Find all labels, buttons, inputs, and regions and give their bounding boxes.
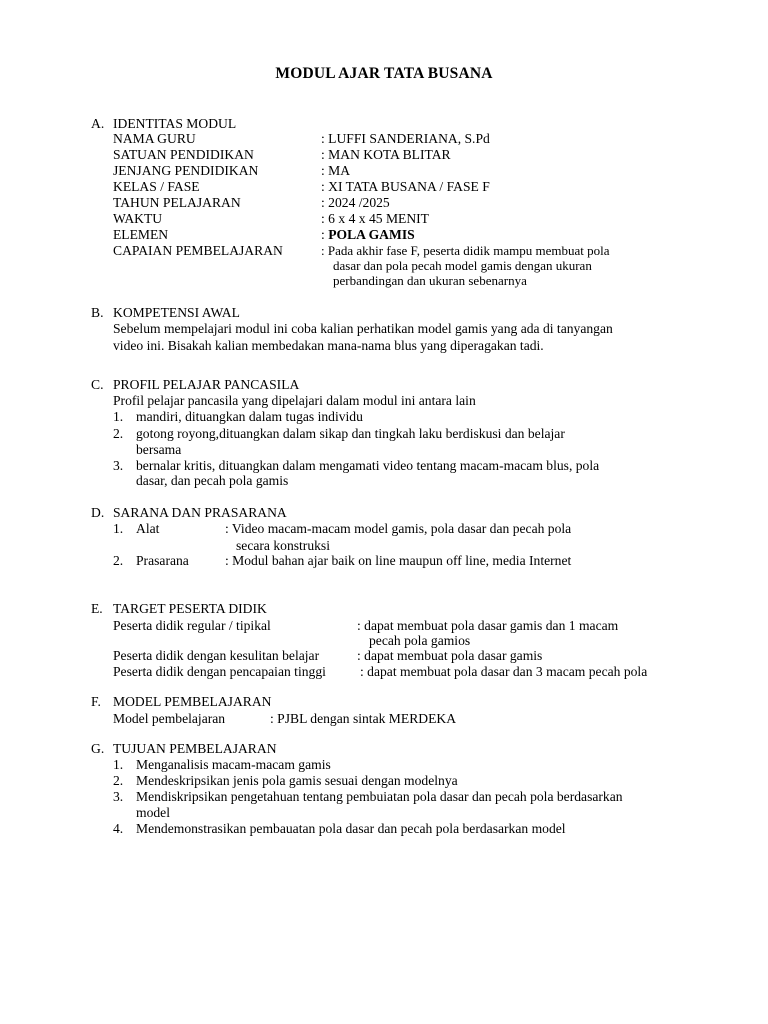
section-title: SARANA DAN PRASARANA: [113, 505, 287, 520]
section-title: TARGET PESERTA DIDIK: [113, 601, 267, 616]
list-number: 3.: [113, 458, 124, 473]
section-letter: F.: [91, 694, 101, 709]
list-value-continuation: secara konstruksi: [236, 538, 330, 553]
identity-value-continuation: perbandingan dan ukuran sebenarnya: [333, 273, 527, 288]
list-number: 1.: [113, 409, 124, 424]
identity-value: : XI TATA BUSANA / FASE F: [321, 179, 490, 194]
target-value-continuation: pecah pola gamios: [369, 633, 471, 648]
list-number: 1.: [113, 757, 124, 772]
identity-label: JENJANG PENDIDIKAN: [113, 163, 259, 178]
identity-label: WAKTU: [113, 211, 163, 226]
paragraph-line: Sebelum mempelajari modul ini coba kalian perhatikan model gamis yang ada di tanyangan: [113, 321, 613, 336]
list-item: Menganalisis macam-macam gamis: [136, 757, 331, 772]
target-value: : dapat membuat pola dasar dan 3 macam pecah pola: [360, 664, 648, 679]
section-letter: G.: [91, 741, 105, 756]
target-label: Peserta didik dengan pencapaian tinggi: [113, 664, 326, 679]
section-letter: C.: [91, 377, 104, 392]
identity-label: CAPAIAN PEMBELAJARAN: [113, 243, 283, 258]
element-value: POLA GAMIS: [328, 227, 415, 242]
target-value: : dapat membuat pola dasar gamis: [357, 648, 543, 663]
identity-label: NAMA GURU: [113, 131, 196, 146]
section-letter: D.: [91, 505, 105, 520]
model-label: Model pembelajaran: [113, 711, 226, 726]
list-item-continuation: model: [136, 805, 170, 820]
section-title: IDENTITAS MODUL: [113, 116, 237, 131]
identity-value: : 2024 /2025: [321, 195, 390, 210]
list-item: mandiri, dituangkan dalam tugas individu: [136, 409, 363, 424]
list-number: 2.: [113, 553, 124, 568]
identity-value-continuation: dasar dan pola pecah model gamis dengan ukuran: [333, 258, 592, 273]
section-title: KOMPETENSI AWAL: [113, 305, 240, 320]
paragraph-line: Profil pelajar pancasila yang dipelajari dalam modul ini antara lain: [113, 393, 476, 408]
model-value: : PJBL dengan sintak MERDEKA: [270, 711, 457, 726]
list-item-continuation: bersama: [136, 442, 182, 457]
list-item: bernalar kritis, dituangkan dalam mengamati video tentang macam-macam blus, pola: [136, 458, 600, 473]
list-label: Prasarana: [136, 553, 189, 568]
list-item: Mendemonstrasikan pembauatan pola dasar dan pecah pola berdasarkan model: [136, 821, 566, 836]
section-title: MODEL PEMBELAJARAN: [113, 694, 272, 709]
list-number: 4.: [113, 821, 124, 836]
paragraph-line: video ini. Bisakah kalian membedakan mana-nama blus yang diperagakan tadi.: [113, 338, 544, 353]
identity-label: SATUAN PENDIDIKAN: [113, 147, 254, 162]
list-label: Alat: [136, 521, 160, 536]
list-item: gotong royong,dituangkan dalam sikap dan tingkah laku berdiskusi dan belajar: [136, 426, 565, 441]
list-value: : Modul bahan ajar baik on line maupun off line, media Internet: [225, 553, 572, 568]
identity-value: : MA: [321, 163, 351, 178]
identity-value: : 6 x 4 x 45 MENIT: [321, 211, 429, 226]
identity-label: ELEMEN: [113, 227, 169, 242]
identity-label: KELAS / FASE: [113, 179, 200, 194]
identity-label: TAHUN PELAJARAN: [113, 195, 241, 210]
identity-value: : LUFFI SANDERIANA, S.Pd: [321, 131, 490, 146]
list-item: Mendiskripsikan pengetahuan tentang pembuiatan pola dasar dan pecah pola berdasarkan: [136, 789, 623, 804]
page-title: MODUL AJAR TATA BUSANA: [275, 65, 493, 82]
section-letter: A.: [91, 116, 105, 131]
section-title: PROFIL PELAJAR PANCASILA: [113, 377, 300, 392]
target-value: : dapat membuat pola dasar gamis dan 1 macam: [357, 618, 619, 633]
section-title: TUJUAN PEMBELAJARAN: [113, 741, 277, 756]
identity-value: : Pada akhir fase F, peserta didik mampu membuat pola: [321, 243, 610, 258]
list-number: 1.: [113, 521, 124, 536]
list-number: 3.: [113, 789, 124, 804]
list-number: 2.: [113, 426, 124, 441]
list-item-continuation: dasar, dan pecah pola gamis: [136, 473, 289, 488]
list-value: : Video macam-macam model gamis, pola dasar dan pecah pola: [225, 521, 572, 536]
target-label: Peserta didik regular / tipikal: [113, 618, 271, 633]
section-letter: B.: [91, 305, 104, 320]
target-label: Peserta didik dengan kesulitan belajar: [113, 648, 320, 663]
identity-value: : MAN KOTA BLITAR: [321, 147, 451, 162]
list-item: Mendeskripsikan jenis pola gamis sesuai dengan modelnya: [136, 773, 458, 788]
list-number: 2.: [113, 773, 124, 788]
identity-value: : POLA GAMIS: [321, 227, 415, 242]
section-letter: E.: [91, 601, 103, 616]
